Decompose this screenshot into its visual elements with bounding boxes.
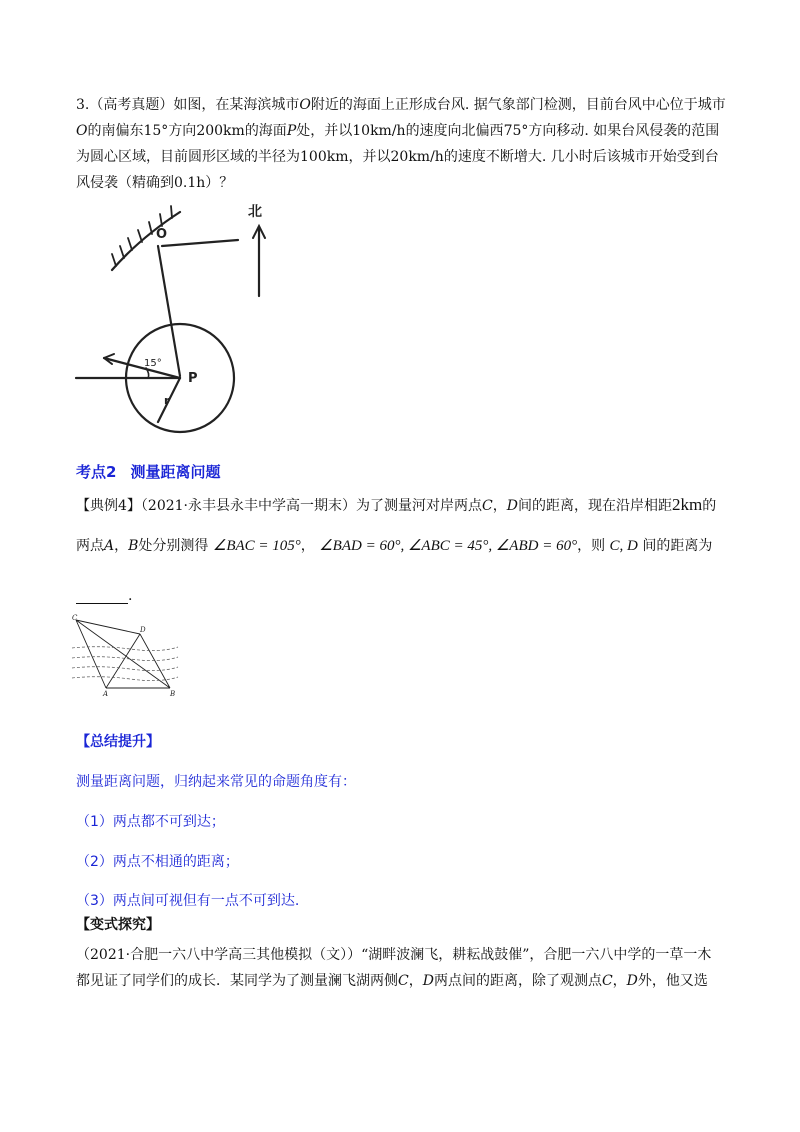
points-cd: C, D [609, 538, 638, 554]
problem-text: ）？ [205, 175, 234, 191]
label-c: C [72, 614, 78, 622]
label-d: D [140, 626, 146, 634]
example-text: 两点 [76, 538, 104, 554]
point-o: O [76, 123, 88, 139]
unit: h [196, 175, 206, 191]
problem-text: 的速度不断增大. 几小时后该城市开始受到台风侵袭（精确到 [76, 149, 719, 191]
point-d: D [626, 973, 638, 989]
variant-text: 都见证了同学们的成长．某同学为了测量澜飞湖两侧 [76, 973, 398, 989]
o-label: O [156, 227, 168, 242]
river-figure [70, 612, 180, 698]
river-line [72, 667, 178, 671]
label-a: A [103, 690, 109, 698]
angle-value: 75° [503, 123, 529, 139]
variant-line-1: （2021·合肥一六八中学高三其他模拟（文））“湖畔波澜飞，耕耘战鼓催”，合肥一六八中学的一草一木 [76, 947, 712, 963]
p-label: P [188, 371, 198, 386]
punct: ， [612, 973, 627, 989]
example-text: 间的距离为 [642, 538, 713, 554]
answer-blank [76, 588, 132, 604]
point-c: C [601, 973, 613, 989]
punct: ， [492, 498, 507, 514]
example-text: ，则 [577, 538, 606, 554]
summary-title: 【总结提升】 [76, 734, 160, 750]
example-4-line1 [76, 494, 726, 517]
problem-text: 方向移动. 如果台风侵袭的范围为圆心区域，目前圆形区域的半径为 [76, 123, 720, 165]
section-title: 测量距离问题 [130, 463, 221, 481]
variant-line-2 [76, 968, 736, 994]
point-c: C [482, 498, 493, 514]
distance-value: 200 [196, 123, 224, 139]
point-c: C [398, 973, 409, 989]
example-text: 的 [702, 498, 717, 514]
radius-value: 100 [300, 149, 327, 165]
problem-text: 的海面 [244, 123, 287, 139]
speed-value: 10 [352, 123, 371, 139]
problem-text: 附近的海面上正形成台风. 据气象部门检测，目前台风中心位于城市 [310, 97, 726, 113]
triangle-lines [76, 620, 170, 688]
precision-value: 0.1 [174, 175, 197, 191]
point-a: A [104, 538, 115, 554]
coastline [112, 212, 180, 270]
label-b: B [170, 690, 176, 698]
punct: ， [408, 973, 423, 989]
problem-text: 3.（高考真题）如图，在某海滨城市 [76, 97, 300, 113]
problem-text: 方向 [168, 123, 197, 139]
distance-value: 2km [671, 495, 703, 514]
summary-item-3: （3）两点间可视但有一点不可到达. [76, 893, 300, 909]
punct: . [128, 588, 133, 604]
angle-conditions: ∠BAD = 60°, ∠ABC = 45°, ∠ABD = 60° [319, 538, 578, 554]
unit: km [223, 123, 245, 139]
r-label: r [164, 394, 170, 407]
variant-problem [76, 942, 736, 994]
problem-text: 的南偏东 [87, 123, 144, 139]
section-number: 考点2 [76, 463, 117, 481]
summary-item-2: （2）两点不相通的距离； [76, 854, 239, 870]
example-text: 间的距离，现在沿岸相距 [517, 498, 672, 514]
point-b: B [128, 538, 139, 554]
blank-line [76, 589, 128, 604]
river-line [72, 677, 178, 681]
angle-value: 15° [143, 123, 169, 139]
direction-arrow [104, 358, 180, 378]
example-text: 处分别测得 [138, 538, 209, 554]
example-4-line2: 两点A，B处分别测得 ∠BAC = 105°， ∠BAD = 60°, ∠ABC = 45°, ∠ABD = 60°，则 C, D 间的距离为 [76, 538, 713, 554]
east-line [162, 240, 238, 246]
op-line [158, 246, 180, 376]
unit: km/h [370, 123, 406, 139]
angle-bac: ∠BAC = 105° [212, 538, 301, 554]
typhoon-figure [70, 198, 310, 434]
problem-text: 处，并以 [296, 123, 353, 139]
variant-title: 【变式探究】 [76, 917, 160, 933]
unit: km [326, 149, 349, 165]
problem-3 [76, 92, 726, 196]
point-o: O [299, 97, 311, 113]
summary-item-1: （1）两点都不可到达； [76, 814, 225, 830]
point-d: D [506, 498, 518, 514]
example-text: 【典例4】（2021·永丰县永丰中学高一期末）为了测量河对岸两点 [76, 498, 482, 514]
problem-text: 的速度向北偏西 [405, 123, 504, 139]
punct: ， [300, 538, 315, 554]
north-label: 北 [248, 204, 262, 220]
summary-intro: 测量距离问题，归纳起来常见的命题角度有： [76, 774, 356, 790]
problem-text: ，并以 [348, 149, 391, 165]
point-d: D [422, 973, 434, 989]
point-p: P [286, 123, 297, 139]
variant-text: 两点间的距离，除了观测点 [433, 973, 602, 989]
section-heading [76, 461, 220, 482]
speed-value: 20 [390, 149, 409, 165]
angle-label: 15° [144, 358, 162, 369]
variant-text: 外，他又选 [637, 973, 708, 989]
unit: km/h [408, 149, 444, 165]
